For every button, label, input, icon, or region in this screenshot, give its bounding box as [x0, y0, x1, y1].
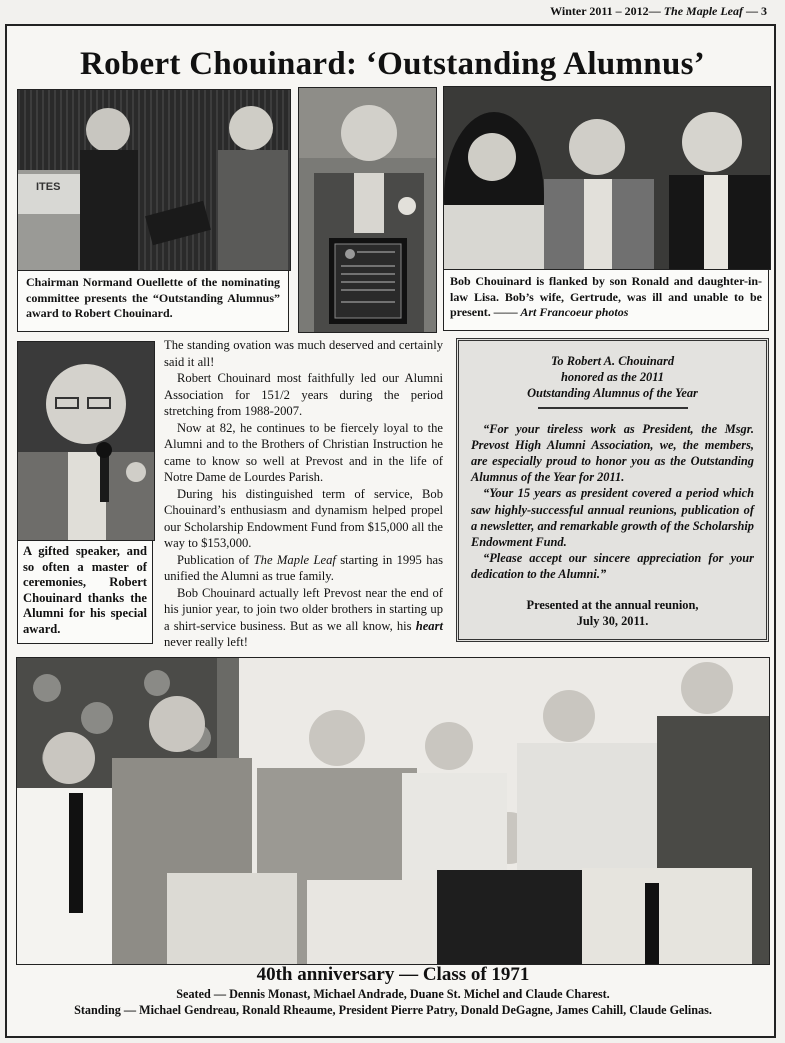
article-paragraph: Now at 82, he continues to be fiercely loyal to the Alumni and to the Brothers of Christian Instruction he came to know so well at Prevost and in the life of Notre Dame de Lourdes Parish. [164, 420, 443, 484]
photo-chouinard-plaque [298, 87, 437, 333]
caption-award-presentation: Chairman Normand Ouellette of the nominating committee presents the “Outstanding Alumnus” award to Robert Chouinard. [26, 275, 280, 321]
award-quote: “Please accept our sincere appreciation for your dedication to the Alumni.” [471, 551, 754, 582]
award-heading-line1: To Robert A. Chouinard [550, 354, 675, 368]
award-quote: “For your tireless work as President, the Msgr. Prevost High Alumni Association, we, the members, are especially proud to honor you as the Outstanding Alumnus of the Year for 2011. [471, 421, 754, 485]
photo-credit: —— Art Francoeur photos [493, 305, 629, 320]
page-title: Robert Chouinard: ‘Outstanding Alumnus’ [79, 46, 706, 82]
heart-emphasis: heart [415, 618, 443, 633]
podium-sign-text: ITES [36, 181, 61, 193]
article-paragraph: During his distinguished term of service, Bob Chouinard’s enthusiasm and dynamism helped propel our Scholarship Endowment Fund from $15,000 all the way to $153,000. [164, 486, 443, 550]
photo-chouinard-family [443, 86, 771, 270]
page-number: 3 [761, 4, 767, 18]
class-photo-heading: 40th anniversary — Class of 1971 [256, 964, 530, 985]
article-body [164, 337, 443, 651]
caption-award-presentation-box [17, 270, 289, 332]
caption-speaker-box [17, 540, 153, 644]
page-header: Winter 2011 – 2012— The Maple Leaf — 3 [550, 4, 767, 18]
award-presented-line1: Presented at the annual reunion, [526, 597, 699, 612]
publication-name: The Maple Leaf [663, 4, 743, 18]
article-paragraph: Bob Chouinard actually left Prevost near the end of his junior year, to join two older brothers in starting up a shirt-service business. But as we all know, his heart never really left! [164, 585, 443, 649]
photo-chouinard-speaking [17, 341, 155, 541]
caption-speaker: A gifted speaker, and so often a master of ceremonies, Robert Chouinard thanks the Alumni for his special award. [23, 544, 147, 636]
award-citation-box [456, 338, 769, 642]
class-photo-caption [18, 964, 768, 1018]
award-quote: “Your 15 years as president covered a period which saw highly-successful annual reunions, publication of a newsletter, and remarkable growth of the Scholarship Endowment Fund. [471, 486, 754, 550]
class-photo-standing: Standing — Michael Gendreau, Ronald Rheaume, President Pierre Patry, Donald DeGagne, James Cahill, Claude Gelinas. [74, 1003, 712, 1017]
award-heading-line2: honored as the 2011 [561, 370, 664, 385]
class-photo-seated: Seated — Dennis Monast, Michael Andrade, Duane St. Michel and Claude Charest. [176, 987, 610, 1001]
award-divider [538, 407, 688, 409]
award-heading-line3: Outstanding Alumnus of the Year [527, 386, 698, 401]
photo-class-of-1971 [16, 657, 770, 965]
article-paragraph: Publication of The Maple Leaf starting in 1995 has unified the Alumni as true family. [164, 552, 443, 583]
photo-award-presentation [17, 89, 291, 271]
caption-family-box [443, 269, 769, 331]
caption-family: Bob Chouinard is flanked by son Ronald and daughter-in-law Lisa. Bob’s wife, Gertrude, was ill and unable to be present. [450, 274, 762, 320]
article-paragraph: The standing ovation was much deserved and certainly said it all! [164, 338, 443, 369]
award-presented-line2: July 30, 2011. [576, 613, 649, 628]
maple-leaf-title: The Maple Leaf [253, 552, 336, 567]
issue-date: Winter 2011 – 2012 [550, 4, 649, 18]
article-paragraph: Robert Chouinard most faithfully led our Alumni Association for 151/2 years during the period stretching from 1988-2007. [164, 371, 443, 418]
